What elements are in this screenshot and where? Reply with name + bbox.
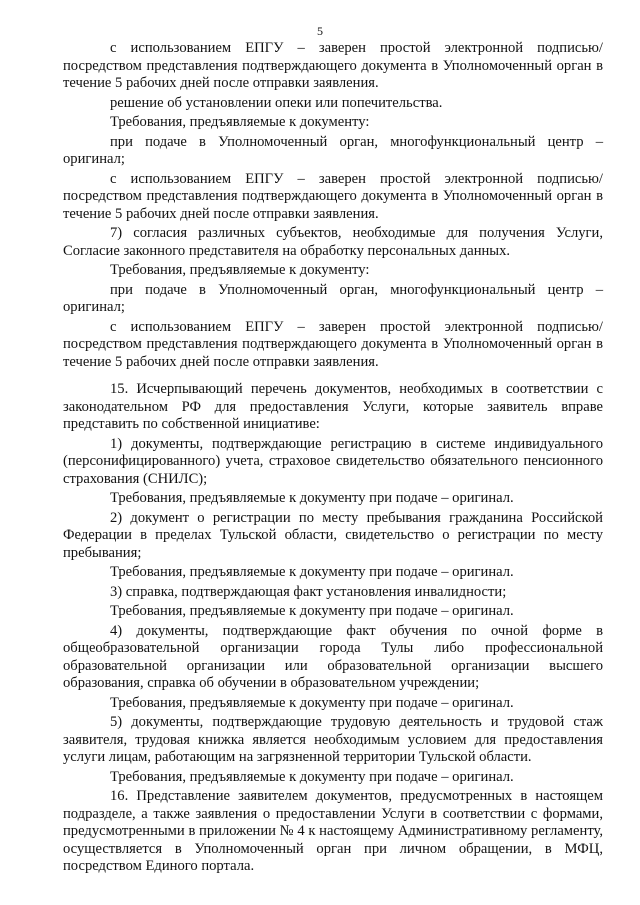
- paragraph-item-5-employment: 5) документы, подтверждающие трудовую деятельность и трудовой стаж заявителя, трудовая книжка является необходимым условием для предоставления услуги лицам, работающим на загрязненной территории Тульской области.: [63, 714, 603, 765]
- paragraph-item-3-disability: 3) справка, подтверждающая факт установления инвалидности;: [110, 583, 507, 600]
- paragraph-requirement-original-5: Требования, предъявляемые к документу при подаче – оригинал.: [110, 768, 514, 785]
- page-number: 5: [317, 24, 323, 38]
- paragraph-section-15: 15. Исчерпывающий перечень документов, необходимых в соответствии с законодательном РФ для предоставления Услуги, которые заявитель вправе представить по собственной инициативе:: [63, 381, 603, 432]
- paragraph-epgu-signature-2: с использованием ЕПГУ – заверен простой электронной подписью/ посредством представления подтверждающего документа в Уполномоченный орган в течение 5 рабочих дней после отправки заявления.: [63, 170, 603, 222]
- paragraph-submission-original-2: при подаче в Уполномоченный орган, многофункциональный центр – оригинал;: [63, 281, 603, 315]
- paragraph-requirement-original-1: Требования, предъявляемые к документу при подаче – оригинал.: [110, 490, 514, 506]
- paragraph-submission-original-1: при подаче в Уполномоченный орган, многофункциональный центр – оригинал;: [63, 133, 603, 167]
- paragraph-item-1-snils: 1) документы, подтверждающие регистрацию в системе индивидуального (персонифицированного) учета, страховое свидетельство обязательного пенсионного страхования (СНИЛС);: [63, 435, 603, 487]
- paragraph-requirements-heading-1: Требования, предъявляемые к документу:: [110, 114, 370, 130]
- paragraph-requirement-original-4: Требования, предъявляемые к документу при подаче – оригинал.: [110, 694, 514, 711]
- paragraph-section-16: 16. Представление заявителем документов, предусмотренных в настоящем подразделе, а также заявления о предоставлении Услуги в соответствии с формами, предусмотренными в приложении № 4 к настоящему Административному регламенту, осуществляется в Уполномоченный орган при личном обращении, в МФЦ, посредством Единого портала.: [63, 788, 603, 874]
- paragraph-guardianship-decision: решение об установлении опеки или попечительства.: [110, 94, 443, 111]
- paragraph-epgu-signature-3: с использованием ЕПГУ – заверен простой электронной подписью/ посредством представления подтверждающего документа в Уполномоченный орган в течение 5 рабочих дней после отправки заявления.: [63, 318, 603, 370]
- paragraph-epgu-signature-1: с использованием ЕПГУ – заверен простой электронной подписью/ посредством представления подтверждающего документа в Уполномоченный орган в течение 5 рабочих дней после отправки заявления.: [63, 40, 603, 91]
- paragraph-requirement-original-2: Требования, предъявляемые к документу при подаче – оригинал.: [110, 564, 514, 580]
- paragraph-item-7-consents: 7) согласия различных субъектов, необходимые для получения Услуги, Согласие законного представителя на обработку персональных данных.: [63, 225, 603, 259]
- paragraph-requirements-heading-2: Требования, предъявляемые к документу:: [110, 262, 370, 278]
- paragraph-item-4-education: 4) документы, подтверждающие факт обучения по очной форме в общеобразовательной организации города Тулы либо профессиональной образовательной организации или образовательной организации высшего образования, справка об обучении в образовательном учреждении;: [63, 622, 603, 691]
- document-body: [63, 40, 603, 878]
- paragraph-requirement-original-3: Требования, предъявляемые к документу при подаче – оригинал.: [110, 603, 514, 619]
- paragraph-item-2-registration: 2) документ о регистрации по месту пребывания гражданина Российской Федерации в пределах Тульской области, свидетельство о регистрации по месту пребывания;: [63, 509, 603, 561]
